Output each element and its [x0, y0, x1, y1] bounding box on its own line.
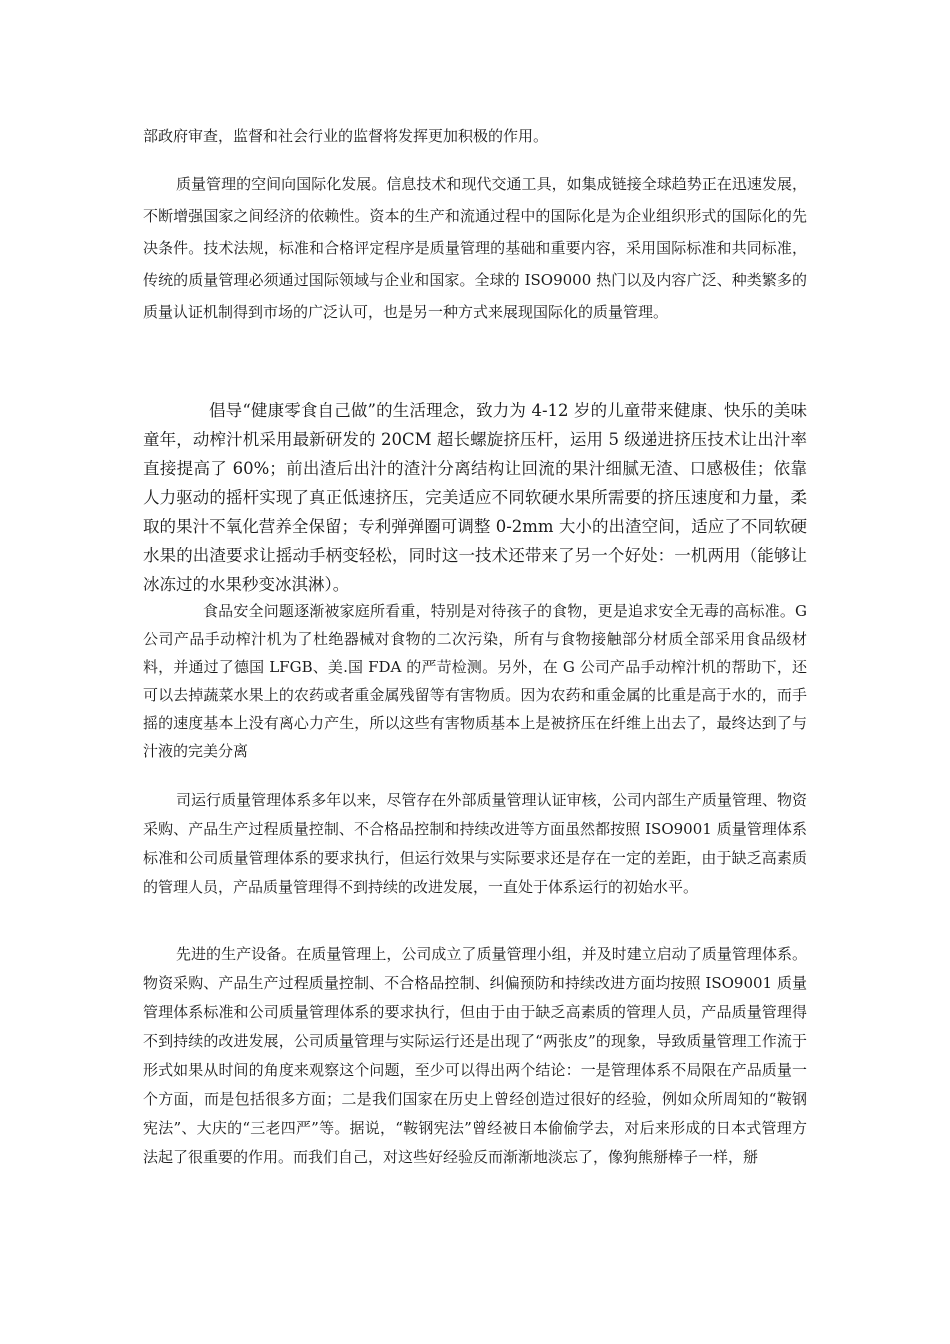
paragraph-1: 部政府审查，监督和社会行业的监督将发挥更加积极的作用。 [143, 127, 549, 145]
paragraph-4: 食品安全问题逐渐被家庭所看重，特别是对待孩子的食物，更是追求安全无毒的高标准。G 公司产品手动榨汁机为了杜绝器械对食物的二次污染，所有与食物接触部分材质全部采用食品级材料，并通过了德国 LFGB、美.国 FDA 的严苛检测。另外，在 G 公司产品手动榨汁机的帮助下，还可以去掉蔬菜水果上的农药或者重金属残留等有害物质。因为农药和重金属的比重是高于水的，而手摇的速度基本上没有离心力产生，所以这些有害物质基本上是被挤压在纤维上出去了，最终达到了与汁液的完美分离 [143, 602, 807, 760]
paragraph-2: 质量管理的空间向国际化发展。信息技术和现代交通工具，如集成链接全球趋势正在迅速发展，不断增强国家之间经济的依赖性。资本的生产和流通过程中的国际化是为企业组织形式的国际化的先决条件。技术法规，标准和合格评定程序是质量管理的基础和重要内容，采用国际标准和共同标准，传统的质量管理必须通过国际领域与企业和国家。全球的 ISO9000 热门以及内容广泛、种类繁多的质量认证机制得到市场的广泛认可，也是另一种方式来展现国际化的质量管理。 [143, 175, 807, 321]
paragraph-3: 倡导“健康零食自己做”的生活理念，致力为 4-12 岁的儿童带来健康、快乐的美味童年，动榨汁机采用最新研发的 20CM 超长螺旋挤压杆，运用 5 级递进挤压技术让出汁率直接提高了 60%；前出渣后出汁的渣汁分离结构让回流的果汁细腻无渣、口感极佳；依靠人力驱动的摇杆实现了真正低速挤压，完美适应不同软硬水果所需要的挤压速度和力量，柔取的果汁不氧化营养全保留；专利弹弹圈可调整 0-2mm 大小的出渣空间，适应了不同软硬水果的出渣要求让摇动手柄变轻松，同时这一技术还带来了另一个好处：一机两用（能够让冰冻过的水果秒变冰淇淋）。 [143, 401, 807, 594]
paragraph-5: 司运行质量管理体系多年以来，尽管存在外部质量管理认证审核，公司内部生产质量管理、物资采购、产品生产过程质量控制、不合格品控制和持续改进等方面虽然都按照 ISO9001 质量管理体系标准和公司质量管理体系的要求执行，但运行效果与实际要求还是存在一定的差距，由于缺乏高素质的管理人员，产品质量管理得不到持续的改进发展，一直处于体系运行的初始水平。 [143, 791, 807, 896]
paragraph-6: 先进的生产设备。在质量管理上，公司成立了质量管理小组，并及时建立启动了质量管理体系。物资采购、产品生产过程质量控制、不合格品控制、纠偏预防和持续改进方面均按照 ISO9001 质量管理体系标准和公司质量管理体系的要求执行，但由于由于缺乏高素质的管理人员，产品质量管理得不到持续的改进发展，公司质量管理与实际运行还是出现了“两张皮”的现象，导致质量管理工作流于形式如果从时间的角度来观察这个问题，至少可以得出两个结论：一是管理体系不局限在产品质量一个方面，而是包括很多方面；二是我们国家在历史上曾经创造过很好的经验，例如众所周知的“鞍钢宪法”、大庆的“三老四严”等。据说，“鞍钢宪法”曾经被日本偷偷学去，对后来形成的日本式管理方法起了很重要的作用。而我们自己，对这些好经验反而渐渐地淡忘了，像狗熊掰棒子一样，掰 [143, 945, 807, 1166]
